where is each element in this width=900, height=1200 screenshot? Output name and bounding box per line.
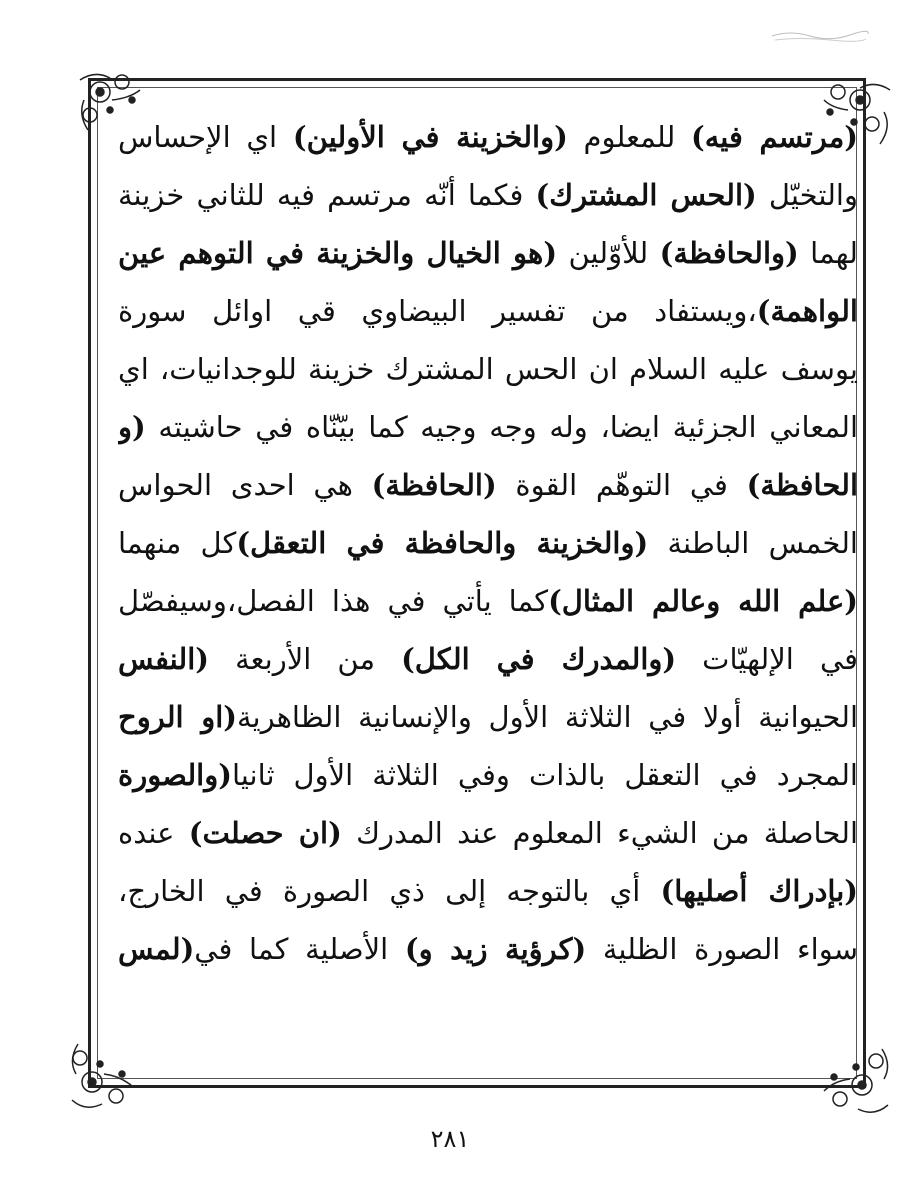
- text-segment: فكما أنّه مرتسم فيه للثاني خزينة: [118, 178, 536, 212]
- floral-ornament-bottom-right: [810, 1035, 900, 1125]
- floral-ornament-bottom-left: [60, 1030, 150, 1120]
- text-line: [118, 166, 858, 224]
- text-segment: الحيوانية أولا في الثلاثة الأول والإنسانية الظاهرية: [236, 700, 858, 734]
- page-number: ٢٨١: [430, 1125, 470, 1153]
- text-line: [118, 746, 858, 804]
- bold-text-segment: (والمدرك في الكل): [401, 642, 677, 676]
- text-segment: من الأربعة: [209, 642, 402, 676]
- bold-text-segment: (بإدراك أصليها): [660, 874, 858, 908]
- bold-text-segment: (والخزينة في الأولين): [292, 120, 568, 154]
- text-segment: اي الإحساس: [118, 120, 293, 154]
- text-segment: ،ويستفاد من تفسير البيضاوي قي اوائل سورة: [118, 294, 757, 328]
- text-segment: للأوّلين: [557, 236, 660, 270]
- text-line: [118, 862, 858, 920]
- text-segment: أي بالتوجه إلى ذي الصورة في الخارج،: [118, 874, 661, 908]
- text-segment: في الإلهيّات: [676, 642, 858, 676]
- bold-text-segment: (والحافظة): [659, 236, 799, 270]
- text-segment: المجرد في التعقل بالذات وفي الثلاثة الأول ثانيا: [231, 758, 858, 792]
- bold-text-segment: (هو الخيال والخزينة في التوهم عين: [118, 236, 558, 270]
- text-line: [118, 572, 858, 630]
- bold-text-segment: (علم الله وعالم المثال): [548, 584, 858, 618]
- text-line: [118, 108, 858, 166]
- text-line: [118, 340, 858, 398]
- bold-text-segment: (والصورة: [118, 758, 232, 792]
- bold-text-segment: (الحافظة): [371, 468, 497, 502]
- text-line: [118, 804, 858, 862]
- bold-text-segment: (والخزينة والحافظة في التعقل): [236, 526, 649, 560]
- text-segment: عنده: [118, 816, 189, 850]
- bold-text-segment: (الحس المشترك): [535, 178, 757, 212]
- text-segment: الخمس الباطنة: [648, 526, 858, 560]
- text-segment: المعاني الجزئية ايضا، وله وجه وجيه كما بيّنّاه في حاشيته: [145, 410, 858, 444]
- text-segment: سواء الصورة الظلية: [586, 932, 858, 966]
- text-line: [118, 224, 858, 282]
- bold-text-segment: (لمس: [118, 932, 195, 966]
- bold-text-segment: (كرؤية زيد و): [404, 932, 587, 966]
- text-segment: والتخيّل: [756, 178, 858, 212]
- text-line: [118, 282, 858, 340]
- text-segment: الحاصلة من الشيء المعلوم عند المدرك: [341, 816, 858, 850]
- bold-text-segment: (مرتسم فيه): [691, 120, 858, 154]
- text-line: [118, 514, 858, 572]
- arabic-text-body: [118, 108, 858, 1038]
- text-segment: يوسف عليه السلام ان الحس المشترك خزينة للوجدانيات، اي: [118, 352, 858, 386]
- text-segment: كما يأتي في هذا الفصل،وسيفصّل: [118, 584, 549, 618]
- text-line: [118, 398, 858, 456]
- bold-text-segment: (النفس: [118, 642, 210, 676]
- text-segment: هي احدى الحواس: [118, 468, 372, 502]
- bold-text-segment: (و: [118, 410, 146, 444]
- text-segment: كل منهما: [118, 526, 237, 560]
- text-line: [118, 456, 858, 514]
- margin-scribble: [770, 28, 870, 42]
- bold-text-segment: (ان حصلت): [188, 816, 342, 850]
- text-segment: في التوهّم القوة: [496, 468, 747, 502]
- text-line: [118, 688, 858, 746]
- bold-text-segment: (او الروح: [118, 700, 237, 734]
- text-line: [118, 630, 858, 688]
- bold-text-segment: الواهمة): [756, 294, 858, 328]
- text-line: [118, 920, 858, 978]
- text-segment: للمعلوم: [567, 120, 692, 154]
- bold-text-segment: الحافظة): [746, 468, 858, 502]
- text-segment: الأصلية كما في: [194, 932, 405, 966]
- text-segment: لهما: [798, 236, 858, 270]
